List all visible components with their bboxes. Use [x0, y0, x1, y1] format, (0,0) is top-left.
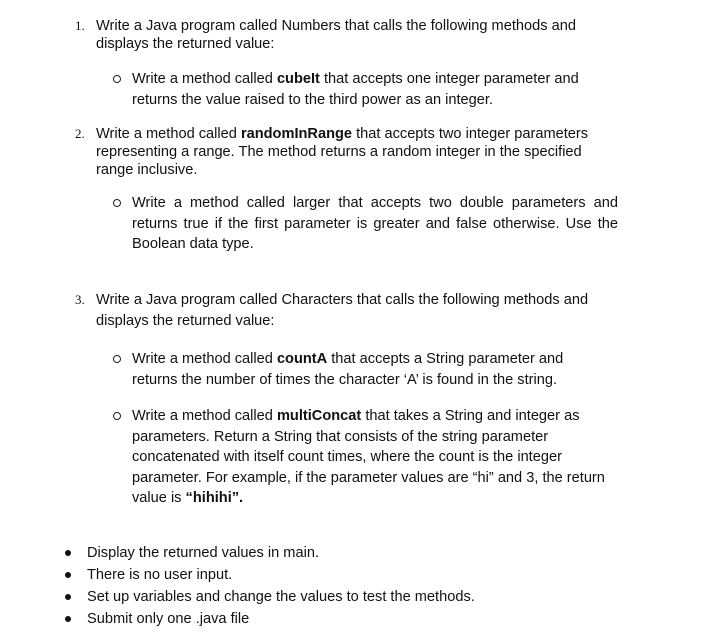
q3-sub1-text: Write a method called countA that accepts a String parameter and returns the number of times the character ‘A’ is found in the string.: [132, 351, 564, 388]
bullet-icon: [65, 572, 71, 578]
bullet-icon: [65, 616, 71, 622]
bullet-item: Submit only one .java file: [87, 611, 250, 627]
q1-text: Write a Java program called Numbers that calls the following methods and displays the returned value:: [96, 18, 576, 52]
circle-bullet-icon: [113, 199, 121, 207]
q1-sub1-text: Write a method called cubeIt that accepts one integer parameter and returns the value raised to the third power as an integer.: [132, 71, 579, 108]
circle-bullet-icon: [113, 355, 121, 363]
q1-number: 1.: [75, 18, 85, 33]
circle-bullet-icon: [113, 75, 121, 83]
q3-sub2-text: Write a method called multiConcat that takes a String and integer as parameters. Return a String that consists of the string parameter concatenated with itself count times, where the count is the integer parameter. For example, if the parameter values are “hi” and 3, the return value is “hihihi”.: [132, 408, 605, 506]
q2-text: Write a method called randomInRange that accepts two integer parameters representing a range. The method returns a random integer in the specified range inclusive.: [96, 126, 589, 178]
bullet-item: There is no user input.: [87, 567, 233, 583]
bullet-icon: [65, 550, 71, 556]
q2-number: 2.: [75, 126, 85, 141]
circle-bullet-icon: [113, 412, 121, 420]
q2-sub1-text: Write a method called larger that accepts two double parameters and returns true if the first parameter is greater and false otherwise. Use the Boolean data type.: [132, 195, 618, 252]
bullet-icon: [65, 594, 71, 600]
q3-number: 3.: [75, 292, 85, 307]
bullet-item: Set up variables and change the values to test the methods.: [87, 589, 475, 605]
q3-text: Write a Java program called Characters that calls the following methods and displays the returned value:: [96, 292, 589, 329]
bullet-item: Display the returned values in main.: [87, 545, 319, 561]
